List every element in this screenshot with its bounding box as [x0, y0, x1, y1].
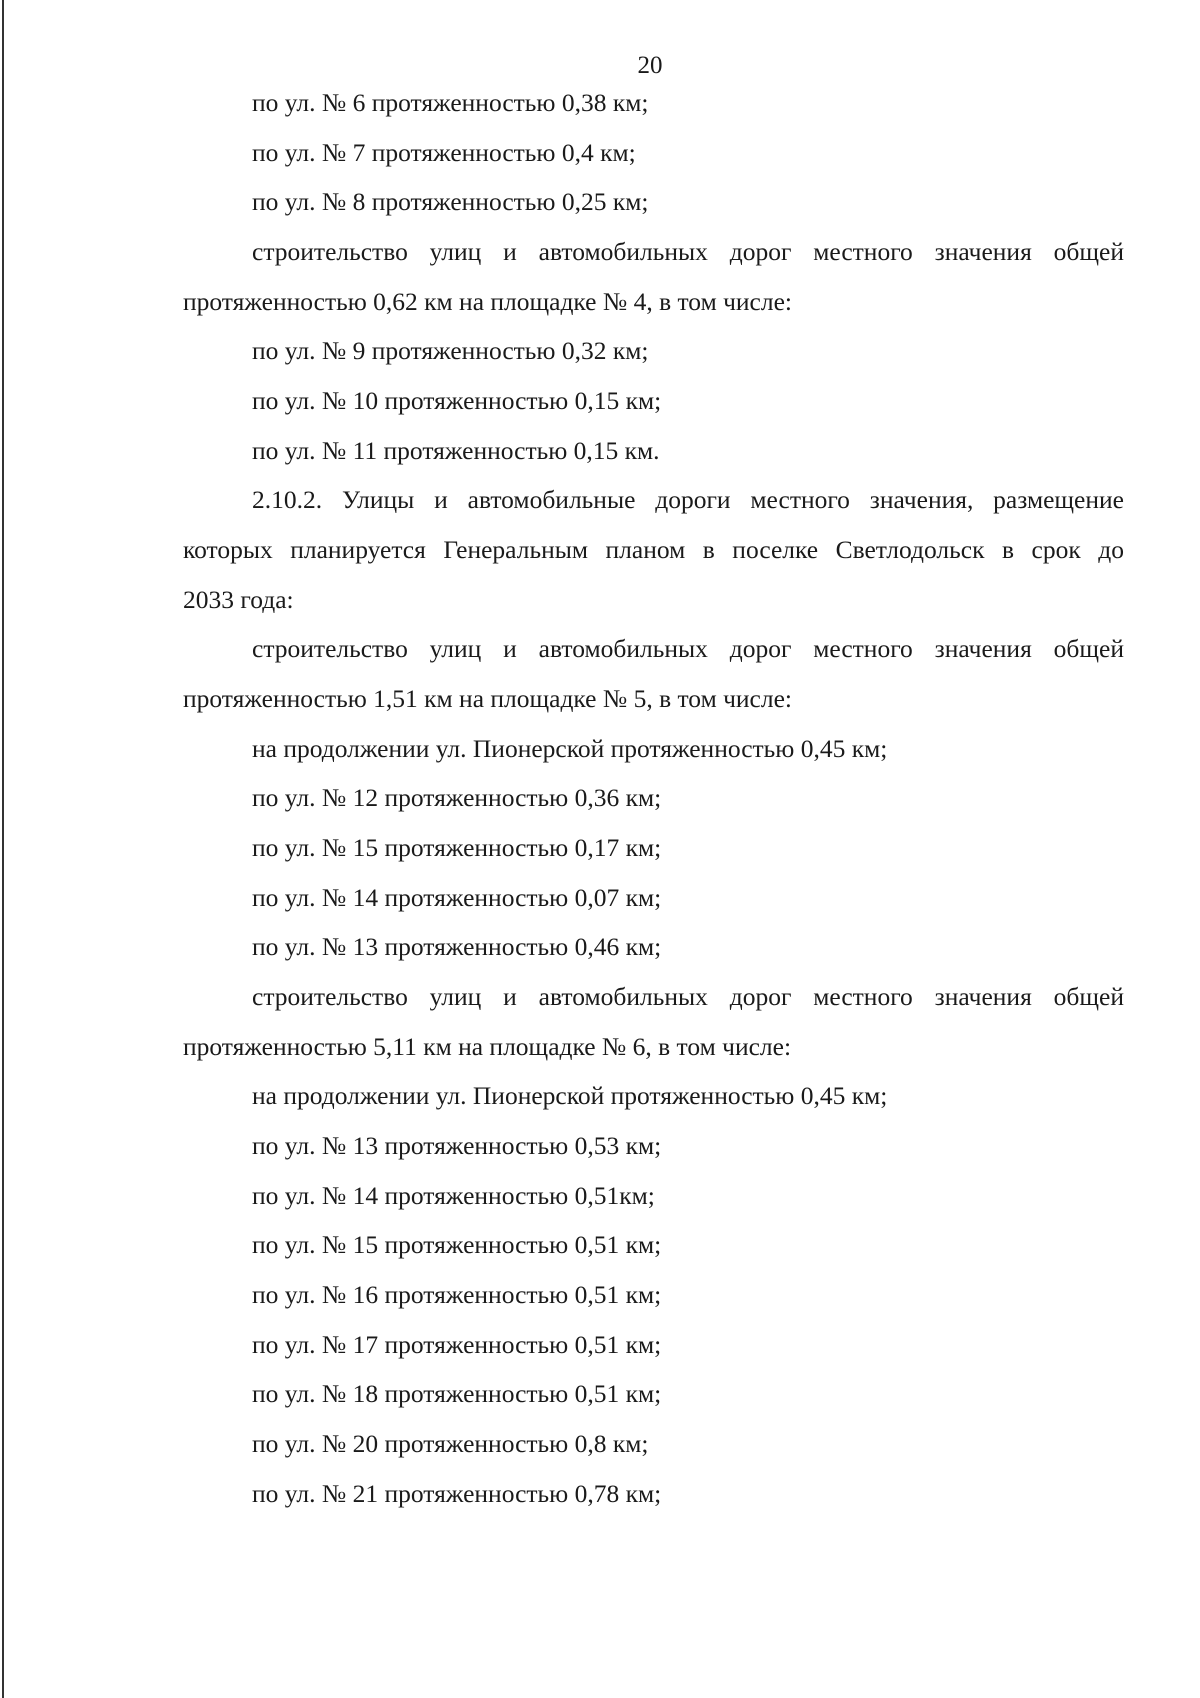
text-line: по ул. № 11 протяженностью 0,15 км.	[252, 436, 660, 465]
text-line: протяженностью 0,62 км на площадке № 4, в том числе:	[183, 287, 792, 316]
text-line: по ул. № 6 протяженностью 0,38 км;	[252, 88, 649, 117]
text-line: строительство улиц и автомобильных дорог местного значения общей	[252, 237, 1124, 266]
text-line: протяженностью 1,51 км на площадке № 5, в том числе:	[183, 684, 792, 713]
text-line: по ул. № 8 протяженностью 0,25 км;	[252, 187, 649, 216]
text-line: по ул. № 13 протяженностью 0,46 км;	[252, 932, 662, 961]
text-line: по ул. № 12 протяженностью 0,36 км;	[252, 783, 662, 812]
section-heading: 2.10.2. Улицы и автомобильные дороги местного значения, размещение	[252, 485, 1124, 514]
text-line: по ул. № 17 протяженностью 0,51 км;	[252, 1330, 662, 1359]
text-line: на продолжении ул. Пионерской протяженностью 0,45 км;	[252, 1081, 888, 1110]
text-line: по ул. № 18 протяженностью 0,51 км;	[252, 1379, 662, 1408]
text-line: строительство улиц и автомобильных дорог местного значения общей	[252, 982, 1124, 1011]
text-line: по ул. № 15 протяженностью 0,51 км;	[252, 1230, 662, 1259]
text-line: 2033 года:	[183, 585, 294, 614]
page-number: 20	[637, 52, 663, 79]
text-line: по ул. № 13 протяженностью 0,53 км;	[252, 1131, 662, 1160]
text-line: по ул. № 7 протяженностью 0,4 км;	[252, 138, 636, 167]
page-left-edge	[2, 0, 4, 1698]
text-line: которых планируется Генеральным планом в поселке Светлодольск в срок до	[183, 535, 1124, 564]
text-line: по ул. № 10 протяженностью 0,15 км;	[252, 386, 662, 415]
text-line: по ул. № 15 протяженностью 0,17 км;	[252, 833, 662, 862]
text-line: по ул. № 16 протяженностью 0,51 км;	[252, 1280, 662, 1309]
text-line: по ул. № 9 протяженностью 0,32 км;	[252, 336, 649, 365]
text-line: по ул. № 14 протяженностью 0,07 км;	[252, 883, 662, 912]
text-line: по ул. № 14 протяженностью 0,51км;	[252, 1181, 655, 1210]
text-line: по ул. № 21 протяженностью 0,78 км;	[252, 1479, 662, 1508]
text-line: строительство улиц и автомобильных дорог местного значения общей	[252, 634, 1124, 663]
text-line: по ул. № 20 протяженностью 0,8 км;	[252, 1429, 649, 1458]
text-line: на продолжении ул. Пионерской протяженностью 0,45 км;	[252, 734, 888, 763]
text-line: протяженностью 5,11 км на площадке № 6, в том числе:	[183, 1032, 792, 1061]
